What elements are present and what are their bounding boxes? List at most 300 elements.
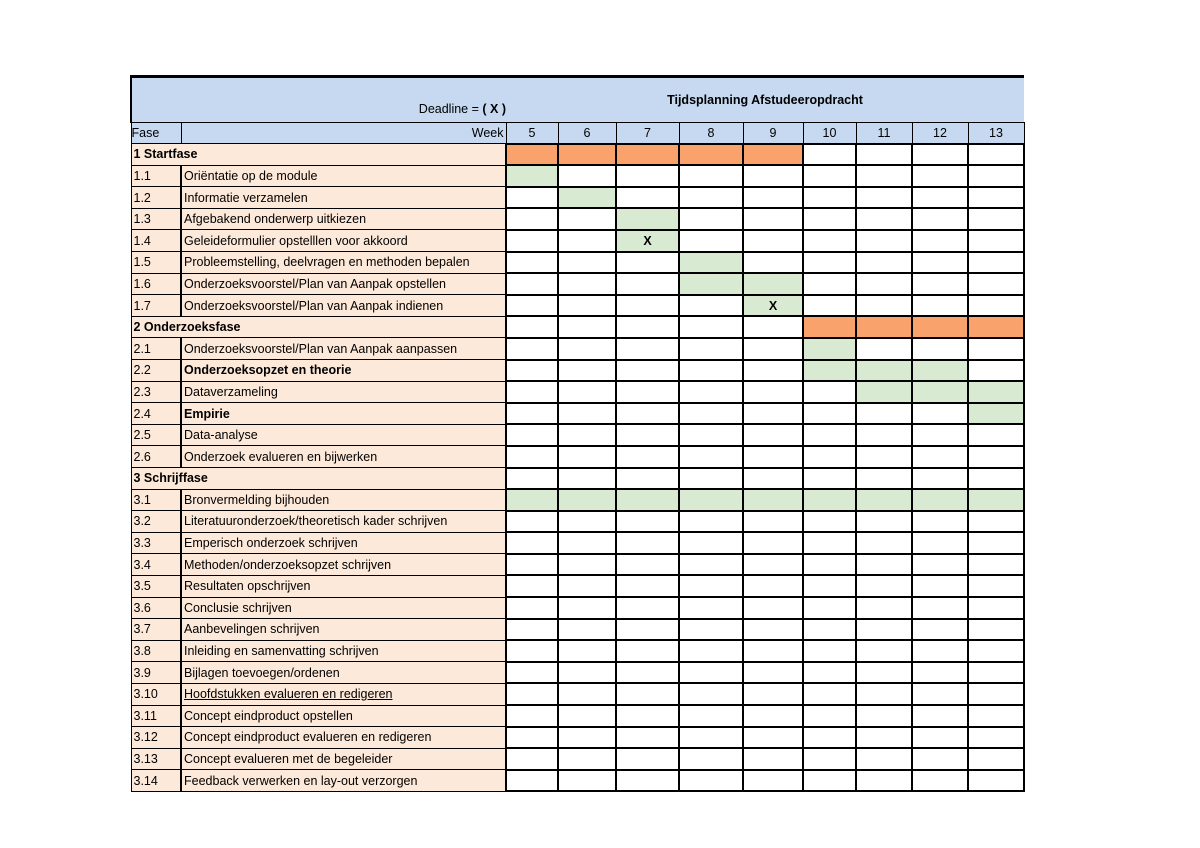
task-row <box>131 683 1024 705</box>
week-cell <box>558 273 616 295</box>
week-cell <box>968 316 1024 338</box>
week-cell <box>912 770 968 792</box>
phase-row <box>131 316 1024 338</box>
week-cell <box>743 230 803 252</box>
week-cell <box>679 424 743 446</box>
phase-row <box>131 468 1024 490</box>
task-number: 3.8 <box>131 640 181 662</box>
week-cell <box>968 338 1024 360</box>
week-cell <box>803 360 856 382</box>
week-cell <box>616 727 679 749</box>
task-row <box>131 230 1024 252</box>
task-row <box>131 273 1024 295</box>
week-cell <box>506 381 558 403</box>
week-cell <box>506 554 558 576</box>
week-cell <box>743 597 803 619</box>
week-cell <box>856 273 912 295</box>
week-cell <box>679 683 743 705</box>
week-cell <box>968 597 1024 619</box>
week-cell <box>968 144 1024 166</box>
week-cell <box>506 705 558 727</box>
week-cell <box>968 619 1024 641</box>
week-cell <box>803 683 856 705</box>
week-cell <box>616 748 679 770</box>
week-cell <box>616 662 679 684</box>
week-cell <box>912 144 968 166</box>
week-cell <box>743 187 803 209</box>
task-label: Geleideformulier opstelllen voor akkoord <box>181 230 506 252</box>
task-row <box>131 619 1024 641</box>
week-cell <box>803 316 856 338</box>
task-row <box>131 727 1024 749</box>
week-cell <box>856 770 912 792</box>
week-cell <box>803 165 856 187</box>
week-cell <box>856 403 912 425</box>
planning-sheet <box>130 75 1025 792</box>
week-cell <box>912 424 968 446</box>
week-cell <box>803 640 856 662</box>
task-row <box>131 208 1024 230</box>
week-cell <box>912 489 968 511</box>
week-cell <box>856 575 912 597</box>
week-cell <box>912 295 968 317</box>
task-label: Inleiding en samenvatting schrijven <box>181 640 506 662</box>
week-cell <box>743 662 803 684</box>
week-cell <box>616 575 679 597</box>
week-number: 9 <box>743 123 803 144</box>
task-label: Literatuuronderzoek/theoretisch kader schrijven <box>181 511 506 533</box>
week-cell <box>803 208 856 230</box>
task-row <box>131 532 1024 554</box>
week-cell <box>558 230 616 252</box>
week-cell <box>803 727 856 749</box>
week-cell <box>558 511 616 533</box>
week-cell <box>968 575 1024 597</box>
week-cell <box>856 597 912 619</box>
task-label: Bijlagen toevoegen/ordenen <box>181 662 506 684</box>
week-cell <box>803 273 856 295</box>
week-cell <box>743 446 803 468</box>
week-cell <box>856 511 912 533</box>
week-cell <box>679 532 743 554</box>
week-cell <box>506 424 558 446</box>
week-cell <box>616 338 679 360</box>
week-cell <box>968 252 1024 274</box>
task-row <box>131 424 1024 446</box>
week-cell <box>679 187 743 209</box>
week-cell <box>506 252 558 274</box>
task-number: 2.2 <box>131 360 181 382</box>
week-cell <box>506 748 558 770</box>
week-cell <box>616 252 679 274</box>
week-cell <box>616 316 679 338</box>
week-cell <box>912 748 968 770</box>
week-cell <box>679 360 743 382</box>
week-cell <box>506 273 558 295</box>
task-row <box>131 165 1024 187</box>
week-cell <box>558 360 616 382</box>
week-cell <box>968 424 1024 446</box>
task-row <box>131 662 1024 684</box>
week-cell <box>679 489 743 511</box>
week-cell <box>558 662 616 684</box>
task-label: Onderzoek evalueren en bijwerken <box>181 446 506 468</box>
week-cell <box>968 230 1024 252</box>
task-label: Emperisch onderzoek schrijven <box>181 532 506 554</box>
week-cell <box>506 295 558 317</box>
week-cell <box>506 187 558 209</box>
week-cell <box>803 403 856 425</box>
week-cell <box>506 338 558 360</box>
task-row <box>131 403 1024 425</box>
week-cell <box>968 165 1024 187</box>
week-cell <box>743 144 803 166</box>
week-cell <box>968 187 1024 209</box>
week-cell <box>912 273 968 295</box>
week-cell <box>743 381 803 403</box>
task-label: Feedback verwerken en lay-out verzorgen <box>181 770 506 792</box>
fase-header: Fase <box>131 123 181 144</box>
week-cell <box>743 165 803 187</box>
week-cell <box>912 619 968 641</box>
week-cell <box>856 381 912 403</box>
week-cell <box>856 230 912 252</box>
week-cell <box>912 381 968 403</box>
week-cell <box>912 727 968 749</box>
week-cell <box>856 662 912 684</box>
week-cell <box>679 252 743 274</box>
week-cell <box>616 489 679 511</box>
task-number: 3.10 <box>131 683 181 705</box>
week-cell <box>558 575 616 597</box>
week-cell <box>743 273 803 295</box>
week-cell <box>506 489 558 511</box>
task-label <box>181 683 506 705</box>
task-row <box>131 770 1024 792</box>
week-cell <box>968 208 1024 230</box>
week-cell <box>912 230 968 252</box>
week-cell <box>679 554 743 576</box>
week-cell <box>558 424 616 446</box>
week-cell <box>616 360 679 382</box>
week-cell <box>912 640 968 662</box>
week-cell <box>803 619 856 641</box>
week-header: Week <box>181 123 506 144</box>
title-row <box>131 77 1024 123</box>
week-cell <box>558 597 616 619</box>
week-cell <box>743 511 803 533</box>
task-number: 3.4 <box>131 554 181 576</box>
week-cell <box>912 403 968 425</box>
week-cell <box>679 208 743 230</box>
week-cell <box>856 705 912 727</box>
task-label: Concept eindproduct evalueren en redigeren <box>181 727 506 749</box>
task-label: Onderzoeksvoorstel/Plan van Aanpak indienen <box>181 295 506 317</box>
week-cell <box>968 381 1024 403</box>
week-cell <box>912 360 968 382</box>
week-cell <box>803 446 856 468</box>
week-cell <box>803 575 856 597</box>
week-cell <box>616 597 679 619</box>
task-row <box>131 489 1024 511</box>
week-number: 13 <box>968 123 1024 144</box>
week-cell <box>856 683 912 705</box>
week-cell <box>506 144 558 166</box>
week-cell <box>968 295 1024 317</box>
week-cell <box>803 662 856 684</box>
week-cell <box>506 446 558 468</box>
task-number: 1.4 <box>131 230 181 252</box>
task-row <box>131 705 1024 727</box>
week-cell <box>743 489 803 511</box>
week-cell <box>968 532 1024 554</box>
week-cell <box>558 446 616 468</box>
week-cell <box>743 619 803 641</box>
week-cell <box>743 640 803 662</box>
week-cell <box>558 727 616 749</box>
week-cell <box>856 252 912 274</box>
week-cell <box>856 619 912 641</box>
task-label: Informatie verzamelen <box>181 187 506 209</box>
week-cell <box>912 468 968 490</box>
phase-label: 1 Startfase <box>131 144 506 166</box>
week-cell <box>743 252 803 274</box>
week-cell <box>558 165 616 187</box>
week-cell <box>856 532 912 554</box>
task-row <box>131 252 1024 274</box>
task-number: 3.3 <box>131 532 181 554</box>
week-cell <box>743 705 803 727</box>
week-cell <box>616 683 679 705</box>
week-cell <box>968 468 1024 490</box>
week-cell <box>856 187 912 209</box>
week-cell <box>856 165 912 187</box>
task-label: Resultaten opschrijven <box>181 575 506 597</box>
week-cell <box>679 468 743 490</box>
week-cell <box>968 360 1024 382</box>
week-cell <box>558 705 616 727</box>
week-cell <box>506 511 558 533</box>
page-title: Tijdsplanning Afstudeeropdracht <box>506 77 1024 123</box>
task-number: 2.3 <box>131 381 181 403</box>
week-cell <box>856 468 912 490</box>
week-cell <box>803 252 856 274</box>
header-row <box>131 123 1024 144</box>
task-number: 2.6 <box>131 446 181 468</box>
week-cell <box>743 316 803 338</box>
week-cell <box>679 770 743 792</box>
week-cell <box>679 144 743 166</box>
week-cell <box>803 489 856 511</box>
task-label: Onderzoeksopzet en theorie <box>181 360 506 382</box>
week-cell <box>558 770 616 792</box>
week-cell <box>616 295 679 317</box>
week-number: 5 <box>506 123 558 144</box>
week-cell <box>616 144 679 166</box>
week-cell <box>912 575 968 597</box>
week-cell <box>558 489 616 511</box>
week-cell <box>679 381 743 403</box>
week-cell <box>912 316 968 338</box>
deadline-cell: X <box>616 230 679 252</box>
week-number: 7 <box>616 123 679 144</box>
week-cell <box>856 748 912 770</box>
phase-label: 3 Schrijffase <box>131 468 506 490</box>
task-number: 3.7 <box>131 619 181 641</box>
deadline-cell: X <box>743 295 803 317</box>
week-cell <box>558 619 616 641</box>
week-cell <box>743 208 803 230</box>
week-cell <box>506 619 558 641</box>
task-label: Concept eindproduct opstellen <box>181 705 506 727</box>
week-cell <box>558 468 616 490</box>
week-cell <box>506 727 558 749</box>
week-cell <box>616 705 679 727</box>
week-number: 8 <box>679 123 743 144</box>
week-cell <box>743 770 803 792</box>
week-cell <box>679 748 743 770</box>
week-cell <box>679 511 743 533</box>
task-number: 3.9 <box>131 662 181 684</box>
week-cell <box>968 511 1024 533</box>
week-cell <box>968 705 1024 727</box>
week-cell <box>968 446 1024 468</box>
week-cell <box>679 597 743 619</box>
week-number: 6 <box>558 123 616 144</box>
week-cell <box>558 295 616 317</box>
week-cell <box>616 403 679 425</box>
week-cell <box>743 727 803 749</box>
week-cell <box>968 489 1024 511</box>
week-cell <box>616 187 679 209</box>
week-cell <box>616 619 679 641</box>
week-cell <box>506 468 558 490</box>
week-cell <box>679 575 743 597</box>
week-cell <box>912 165 968 187</box>
task-number: 1.1 <box>131 165 181 187</box>
week-cell <box>968 273 1024 295</box>
week-number: 11 <box>856 123 912 144</box>
week-cell <box>743 554 803 576</box>
task-label: Concept evalueren met de begeleider <box>181 748 506 770</box>
task-row <box>131 360 1024 382</box>
week-cell <box>968 554 1024 576</box>
task-label: Onderzoeksvoorstel/Plan van Aanpak opstellen <box>181 273 506 295</box>
task-number: 3.1 <box>131 489 181 511</box>
week-cell <box>803 705 856 727</box>
week-cell <box>616 511 679 533</box>
week-cell <box>912 187 968 209</box>
task-row <box>131 187 1024 209</box>
task-number: 3.5 <box>131 575 181 597</box>
week-cell <box>506 360 558 382</box>
week-cell <box>743 575 803 597</box>
week-cell <box>558 338 616 360</box>
week-cell <box>558 252 616 274</box>
week-cell <box>679 705 743 727</box>
week-cell <box>803 295 856 317</box>
week-cell <box>856 316 912 338</box>
week-number: 10 <box>803 123 856 144</box>
week-cell <box>912 683 968 705</box>
week-cell <box>856 727 912 749</box>
week-cell <box>912 597 968 619</box>
week-cell <box>803 187 856 209</box>
week-cell <box>912 252 968 274</box>
week-cell <box>803 532 856 554</box>
task-label: Empirie <box>181 403 506 425</box>
task-number: 1.5 <box>131 252 181 274</box>
week-cell <box>803 144 856 166</box>
week-cell <box>616 208 679 230</box>
task-row <box>131 640 1024 662</box>
week-cell <box>558 187 616 209</box>
task-label: Methoden/onderzoeksopzet schrijven <box>181 554 506 576</box>
week-cell <box>912 511 968 533</box>
week-cell <box>803 597 856 619</box>
week-cell <box>803 381 856 403</box>
week-cell <box>679 230 743 252</box>
week-cell <box>743 403 803 425</box>
week-cell <box>856 424 912 446</box>
task-label: Data-analyse <box>181 424 506 446</box>
week-cell <box>968 662 1024 684</box>
task-label: Bronvermelding bijhouden <box>181 489 506 511</box>
task-row <box>131 338 1024 360</box>
week-cell <box>616 273 679 295</box>
week-cell <box>803 748 856 770</box>
week-cell <box>856 144 912 166</box>
week-cell <box>506 662 558 684</box>
deadline-legend: Deadline = ( X ) <box>181 77 506 123</box>
task-row <box>131 554 1024 576</box>
week-cell <box>912 662 968 684</box>
week-cell <box>558 403 616 425</box>
week-cell <box>558 640 616 662</box>
task-label: Dataverzameling <box>181 381 506 403</box>
week-cell <box>506 230 558 252</box>
week-cell <box>558 381 616 403</box>
task-row <box>131 748 1024 770</box>
deadline-marker: ( X ) <box>482 102 506 116</box>
week-cell <box>506 403 558 425</box>
week-cell <box>558 208 616 230</box>
week-cell <box>616 532 679 554</box>
week-cell <box>803 230 856 252</box>
week-cell <box>679 727 743 749</box>
week-cell <box>679 446 743 468</box>
week-cell <box>968 727 1024 749</box>
week-cell <box>912 338 968 360</box>
phase-row <box>131 144 1024 166</box>
week-cell <box>616 770 679 792</box>
task-number: 2.4 <box>131 403 181 425</box>
week-cell <box>856 554 912 576</box>
week-cell <box>803 338 856 360</box>
task-label: Oriëntatie op de module <box>181 165 506 187</box>
task-number: 3.12 <box>131 727 181 749</box>
week-cell <box>856 489 912 511</box>
week-cell <box>912 446 968 468</box>
week-cell <box>506 316 558 338</box>
week-cell <box>743 424 803 446</box>
task-label-text: Hoofdstukken evalueren en redigeren <box>184 687 393 702</box>
week-cell <box>803 511 856 533</box>
task-number: 1.7 <box>131 295 181 317</box>
week-cell <box>616 424 679 446</box>
task-label: Aanbevelingen schrijven <box>181 619 506 641</box>
task-number: 1.6 <box>131 273 181 295</box>
